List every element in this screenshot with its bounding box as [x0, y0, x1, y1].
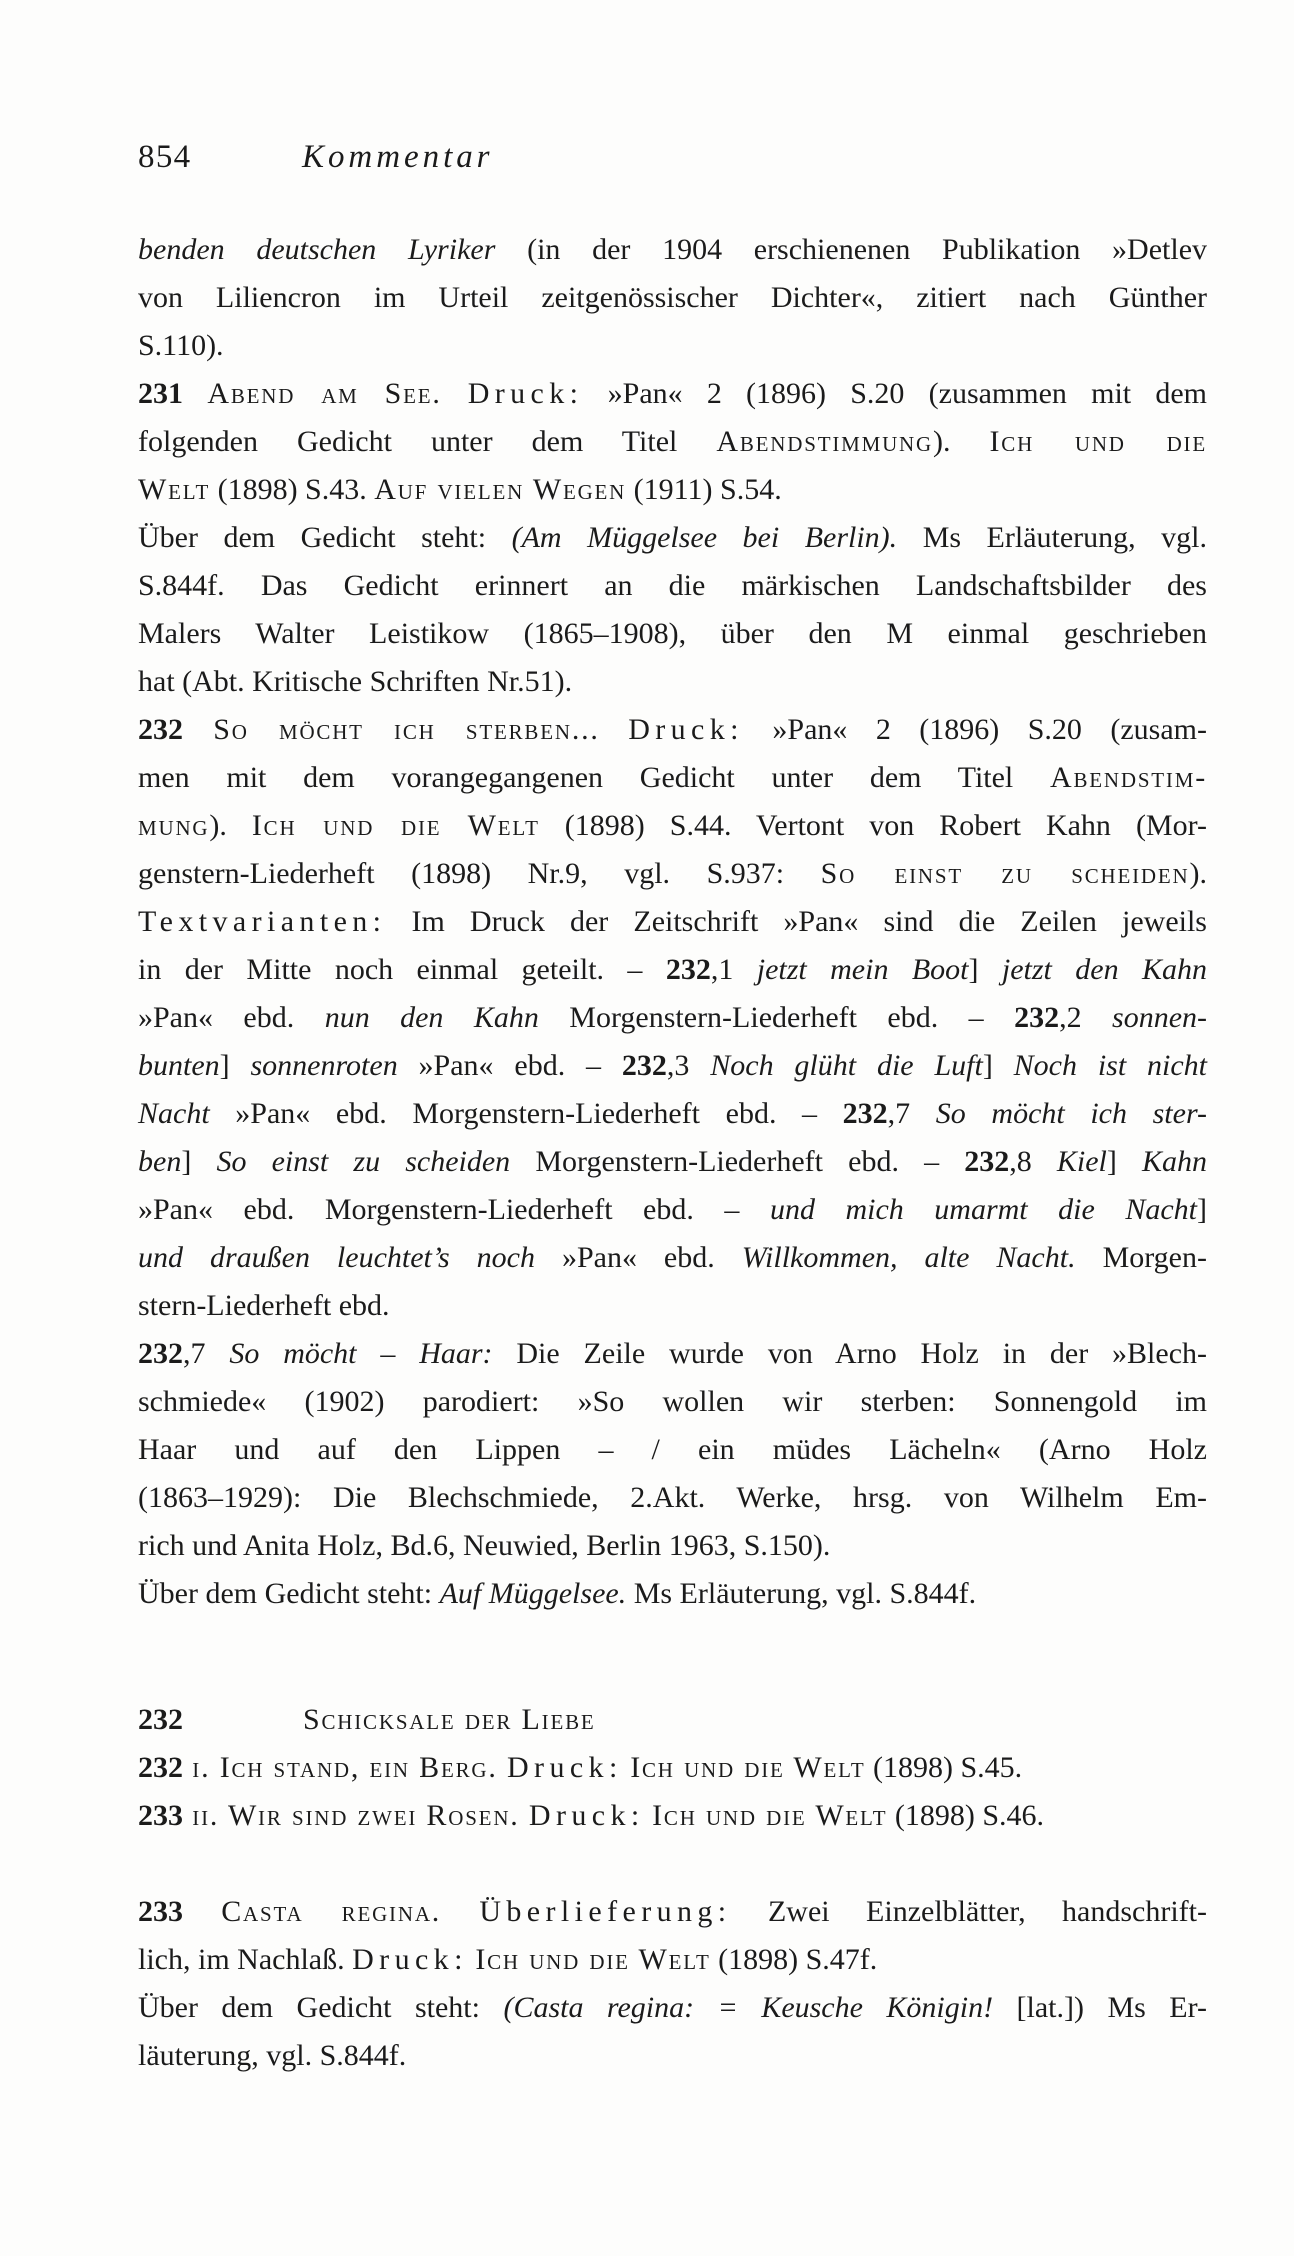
text-segment-n: ,3: [666, 1049, 711, 1082]
text-segment-n: Ms Erläuterung, vgl.: [897, 521, 1207, 554]
text-segment-n: lich, im Nachlaß.: [138, 1943, 353, 1976]
page-header: [138, 138, 1207, 186]
text-segment-i: Nacht: [138, 1097, 210, 1130]
section-heading-schicksale-der-liebe: [138, 1696, 1207, 1744]
text-segment-n: Haar und auf den Lippen – / ein müdes Lächeln« (Arno Holz: [138, 1433, 1207, 1466]
text-segment-n: Über dem Gedicht steht:: [138, 1991, 504, 2024]
text-line: [138, 610, 1207, 658]
text-segment-sc: Abend am See.: [183, 377, 468, 410]
text-segment-i: und mich umarmt die Nacht: [769, 1193, 1198, 1226]
text-segment-sc: Ich und die Welt: [630, 1751, 866, 1784]
text-segment-sc: i. Ich stand, ein Berg.: [183, 1751, 507, 1784]
text-segment-n: Malers Walter Leistikow (1865–1908), über den M einmal geschrieben: [138, 617, 1207, 650]
text-line: [138, 1696, 1207, 1744]
text-segment-i: jetzt den Kahn: [1001, 953, 1207, 986]
entry-232-i-ich-stand: [138, 1744, 1207, 1792]
text-segment-n: (1911) S.54.: [626, 473, 782, 506]
text-segment-sc: Schicksale der Liebe: [303, 1703, 596, 1736]
text-segment-sc: Casta regina.: [183, 1895, 480, 1928]
text-segment-n: (1898) S.44. Vertont von Robert Kahn (Mor-: [539, 809, 1207, 842]
text-line: [138, 274, 1207, 322]
commentary-body: [138, 226, 1207, 2080]
note-232-7-parodie: [138, 1330, 1207, 1570]
text-line: [138, 562, 1207, 610]
text-segment-n: ).: [1189, 857, 1207, 890]
text-segment-i: Noch ist nicht: [1013, 1049, 1208, 1082]
text-segment-n: ]: [1106, 1145, 1143, 1178]
text-segment-n: rich und Anita Holz, Bd.6, Neuwied, Berlin 1963, S.150).: [138, 1529, 831, 1562]
text-segment-sc: ii. Wir sind zwei Rosen.: [183, 1799, 529, 1832]
text-segment-i: Noch glüht die Luft: [710, 1049, 983, 1082]
text-segment-n: »Pan« 2 (1896) S.20 (zusam-: [743, 713, 1207, 746]
text-segment-n: S.844f. Das Gedicht erinnert an die märkischen Landschaftsbilder des: [138, 569, 1207, 602]
text-segment-n: ).: [932, 425, 990, 458]
text-segment-sc: So möcht ich sterben...: [183, 713, 600, 746]
entry-233-ii-wir-sind-zwei-rosen: [138, 1792, 1207, 1840]
text-segment-sp: Druck:: [528, 1799, 645, 1832]
text-segment-i: (Am Müggelsee bei Berlin).: [511, 521, 898, 554]
running-head: Kommentar: [302, 139, 494, 175]
text-segment-b: 232: [138, 1703, 183, 1736]
text-segment-n: läuterung, vgl. S.844f.: [138, 2039, 407, 2072]
text-line: [138, 1474, 1207, 1522]
text-segment-sc: mung: [138, 809, 210, 842]
text-line: [138, 1186, 1207, 1234]
text-segment-i: ben: [138, 1145, 182, 1178]
text-segment-sc: Ich und die: [989, 425, 1207, 458]
text-segment-n: [lat.]) Ms Er-: [993, 1991, 1207, 2024]
text-segment-n: ,1: [710, 953, 757, 986]
text-segment-i: So einst zu scheiden: [216, 1145, 511, 1178]
text-line: [138, 370, 1207, 418]
text-line: [138, 850, 1207, 898]
text-segment-b: 232: [842, 1097, 888, 1130]
note-231-ueberschrift: [138, 514, 1207, 706]
text-line: [138, 754, 1207, 802]
text-line: [138, 226, 1207, 274]
text-segment-n: schmiede« (1902) parodiert: »So wollen wir sterben: Sonnengold im: [138, 1385, 1207, 1418]
text-line: [138, 1042, 1207, 1090]
text-segment-n: S.110).: [138, 329, 224, 362]
text-segment-n: ,8: [1009, 1145, 1057, 1178]
text-segment-i: So möcht ich ster-: [935, 1097, 1208, 1130]
text-line: [138, 1090, 1207, 1138]
text-segment-i: benden deutschen Lyriker: [138, 233, 496, 266]
entry-233-casta-regina: [138, 1888, 1207, 1984]
text-segment-b: 232: [138, 713, 183, 746]
text-segment-n: Ms Erläuterung, vgl. S.844f.: [626, 1577, 977, 1610]
text-segment-n: hat (Abt. Kritische Schriften Nr.51).: [138, 665, 573, 698]
text-segment-n: »Pan« ebd. Morgenstern-Liederheft ebd. –: [209, 1097, 843, 1130]
text-line: [138, 1888, 1207, 1936]
text-segment-n: ,7: [887, 1097, 936, 1130]
text-segment-n: Morgenstern-Liederheft ebd. –: [538, 1001, 1015, 1034]
text-segment-n: »Pan« ebd.: [138, 1001, 325, 1034]
text-segment-i: und draußen leuchtet’s noch: [138, 1241, 535, 1274]
text-segment-sc: Abendstimmung: [716, 425, 933, 458]
text-segment-n: Zwei Einzelblätter, handschrift-: [731, 1895, 1207, 1928]
text-segment-n: (1898) S.46.: [887, 1799, 1045, 1832]
text-segment-n: men mit dem vorangegangenen Gedicht unter dem Titel: [138, 761, 1050, 794]
text-line: [138, 802, 1207, 850]
text-segment-sp: Druck:: [628, 713, 744, 746]
text-segment-n: folgenden Gedicht unter dem Titel: [138, 425, 717, 458]
text-line: [138, 418, 1207, 466]
text-segment-n: ).: [209, 809, 252, 842]
text-segment-n: (1898) S.45.: [865, 1751, 1023, 1784]
text-line: [138, 466, 1207, 514]
text-segment-n: genstern-Liederheft (1898) Nr.9, vgl. S.937:: [138, 857, 821, 890]
text-line: [138, 658, 1207, 706]
text-segment-b: 232: [138, 1337, 183, 1370]
text-segment-sp: Druck:: [506, 1751, 623, 1784]
text-segment-sc: Ich und die Welt: [251, 809, 540, 842]
text-segment-n: Morgenstern-Liederheft ebd. –: [510, 1145, 965, 1178]
text-line: [138, 1522, 1207, 1570]
text-segment-n: (1898) S.47f.: [710, 1943, 878, 1976]
text-segment-n: ,2: [1059, 1001, 1113, 1034]
text-segment-b: 232: [665, 953, 711, 986]
text-line: [138, 1744, 1207, 1792]
page-number: 854: [138, 139, 192, 175]
text-segment-i: (Casta regina: = Keusche Königin!: [503, 1991, 994, 2024]
text-segment-n: von Liliencron im Urteil zeitgenössischer Dichter«, zitiert nach Günther: [138, 281, 1207, 314]
text-segment-n: »Pan« 2 (1896) S.20 (zusammen mit dem: [583, 377, 1207, 410]
text-segment-i: sonnenroten: [250, 1049, 398, 1082]
text-segment-i: bunten: [138, 1049, 220, 1082]
text-line: [138, 1330, 1207, 1378]
text-line: [138, 1984, 1207, 2032]
text-segment-sp: Druck:: [352, 1943, 468, 1976]
text-segment-n: Morgen-: [1075, 1241, 1207, 1274]
text-segment-b: 233: [138, 1895, 183, 1928]
text-segment-n: »Pan« ebd.: [534, 1241, 742, 1274]
text-line: [138, 1282, 1207, 1330]
text-segment-sp: Druck:: [467, 377, 584, 410]
text-segment-sc: Ich und die Welt: [475, 1943, 711, 1976]
entry-232-so-moecht-ich-sterben: [138, 706, 1207, 1330]
text-line: [138, 1426, 1207, 1474]
text-segment-i: Auf Müggelsee.: [439, 1577, 627, 1610]
text-segment-sp: Textvarianten:: [138, 905, 387, 938]
note-232-ueberschrift: [138, 1570, 1207, 1618]
text-segment-n: Über dem Gedicht steht:: [138, 1577, 440, 1610]
text-segment-n: [600, 713, 628, 746]
note-casta-regina: [138, 1984, 1207, 2080]
text-line: [138, 1378, 1207, 1426]
text-line: [138, 946, 1207, 994]
text-segment-b: 232: [138, 1751, 183, 1784]
text-segment-n: »Pan« ebd. Morgenstern-Liederheft ebd. –: [138, 1193, 770, 1226]
text-line: [138, 706, 1207, 754]
text-segment-i: nun den Kahn: [324, 1001, 539, 1034]
text-segment-n: Über dem Gedicht steht:: [138, 521, 512, 554]
text-segment-n: ,7: [183, 1337, 230, 1370]
text-segment-n: [645, 1799, 653, 1832]
text-segment-sp: Überlieferung:: [479, 1895, 732, 1928]
text-segment-n: Im Druck der Zeitschrift »Pan« sind die Zeilen jeweils: [386, 905, 1207, 938]
text-segment-n: Die Zeile wurde von Arno Holz in der »Blech-: [492, 1337, 1207, 1370]
text-line: [138, 2032, 1207, 2080]
text-segment-sc: Welt: [138, 473, 211, 506]
text-line: [138, 322, 1207, 370]
text-segment-b: 232: [621, 1049, 667, 1082]
text-segment-sc: Ich und die Welt: [652, 1799, 888, 1832]
text-line: [138, 1792, 1207, 1840]
text-segment-sc: Abendstim-: [1050, 761, 1207, 794]
text-segment-n: (1863–1929): Die Blechschmiede, 2.Akt. Werke, hrsg. von Wilhelm Em-: [138, 1481, 1207, 1514]
text-segment-n: (1898) S.43.: [210, 473, 375, 506]
text-segment-i: Kahn: [1142, 1145, 1208, 1178]
text-segment-i: jetzt mein Boot: [756, 953, 969, 986]
text-segment-n: ]: [219, 1049, 251, 1082]
text-segment-i: Kiel: [1056, 1145, 1107, 1178]
text-segment-n: in der Mitte noch einmal geteilt. –: [138, 953, 666, 986]
text-segment-i: sonnen-: [1112, 1001, 1208, 1034]
text-line: [138, 898, 1207, 946]
text-segment-n: stern-Liederheft ebd.: [138, 1289, 390, 1322]
text-segment-i: Willkommen, alte Nacht.: [741, 1241, 1076, 1274]
text-line: [138, 1936, 1207, 1984]
text-segment-n: (in der 1904 erschienenen Publikation »Detlev: [495, 233, 1208, 266]
entry-231-abend-am-see: [138, 370, 1207, 514]
text-line: [138, 1570, 1207, 1618]
text-segment-b: 233: [138, 1799, 183, 1832]
text-segment-n: ]: [1197, 1193, 1208, 1226]
text-segment-sc: So einst zu scheiden: [820, 857, 1190, 890]
text-segment-n: »Pan« ebd. –: [397, 1049, 622, 1082]
text-segment-b: 232: [1014, 1001, 1060, 1034]
text-segment-sc: Auf vielen Wegen: [374, 473, 627, 506]
text-segment-n: ]: [982, 1049, 1014, 1082]
text-segment-i: So möcht – Haar:: [229, 1337, 493, 1370]
text-segment-b: 231: [138, 377, 183, 410]
text-line: [138, 1138, 1207, 1186]
text-segment-n: ]: [181, 1145, 217, 1178]
text-segment-n: ]: [968, 953, 1002, 986]
text-segment-b: 232: [964, 1145, 1010, 1178]
text-line: [138, 1234, 1207, 1282]
text-line: [138, 994, 1207, 1042]
paragraph-continuation: [138, 226, 1207, 370]
text-line: [138, 514, 1207, 562]
